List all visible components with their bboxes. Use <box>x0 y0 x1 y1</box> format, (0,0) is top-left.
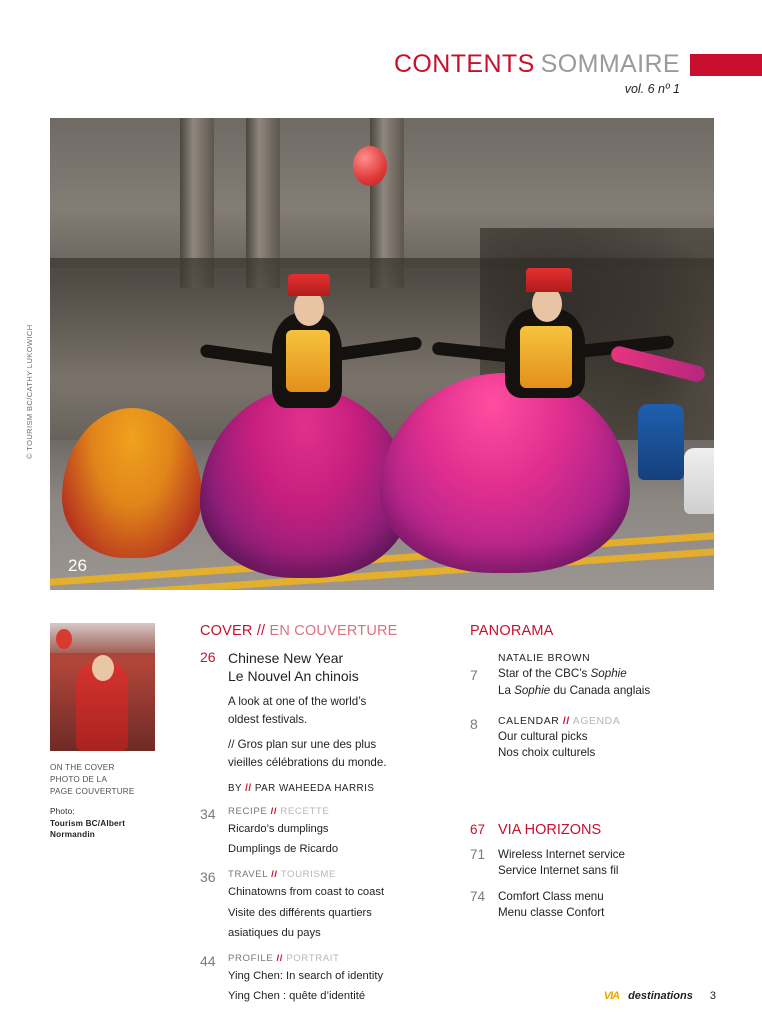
cover-section-title-en: COVER <box>200 623 253 639</box>
panorama-entry-natalie-brown[interactable] <box>470 653 720 700</box>
panorama-line-en <box>498 666 720 683</box>
photo-name-line2: Normandin <box>50 830 96 840</box>
feature-line-en: Ricardo’s dumplings <box>228 822 329 835</box>
page-header <box>46 50 762 96</box>
dancer-hat <box>526 268 572 292</box>
hero-photo <box>50 118 714 590</box>
kicker-slash: // <box>271 869 278 881</box>
byline-author: WAHEEDA HARRIS <box>278 782 375 794</box>
panorama-line-fr: Nos choix culturels <box>498 746 596 760</box>
cover-body-fr-line1: // Gros plan sur une des plus <box>228 738 377 752</box>
dancer-vest <box>520 326 572 388</box>
via-row-wireless[interactable] <box>470 847 720 879</box>
via-horizons-page: 67 <box>470 822 486 838</box>
page-footer <box>604 990 716 1002</box>
cover-byline <box>228 783 422 794</box>
cover-headline-fr: Le Nouvel An chinois <box>228 668 359 685</box>
feature-entry-profile[interactable] <box>200 953 422 1004</box>
via-logo: VIA <box>603 990 620 1002</box>
kicker-en: CALENDAR <box>498 715 560 727</box>
feature-line-fr2: asiatiques du pays <box>228 926 321 939</box>
byline-slash: // <box>245 782 252 794</box>
cover-credit-line2: PHOTO DE LA <box>50 774 108 784</box>
kicker-en: TRAVEL <box>228 869 268 881</box>
dancer-hat <box>288 274 330 296</box>
panorama-section-title: PANORAMA <box>470 623 554 639</box>
cover-body-en-line2: oldest festivals. <box>228 712 308 726</box>
via-row-page: 71 <box>470 847 486 863</box>
thumbnail-face <box>92 655 114 681</box>
feature-line-en: Chinatowns from coast to coast <box>228 886 385 899</box>
panorama-line-en: Our cultural picks <box>498 729 588 743</box>
cover-thumbnail <box>50 623 155 751</box>
feature-line-en: Ying Chen: In search of identity <box>228 970 384 983</box>
via-row-comfort[interactable] <box>470 889 720 921</box>
photo-credit-vertical: © TOURISM BC/CATHY LUKOWICH <box>25 324 34 459</box>
feature-kicker-recipe <box>228 806 422 817</box>
cover-section-slash: // <box>256 623 266 639</box>
volume-label: vol. 6 nº 1 <box>624 82 680 96</box>
panorama-line-fr-a: La <box>498 683 515 697</box>
kicker-slash: // <box>562 715 570 727</box>
panorama-page: 7 <box>470 667 478 683</box>
photo-label: Photo: <box>50 806 75 816</box>
feature-page-travel: 36 <box>200 869 216 886</box>
via-row-line-en: Wireless Internet service <box>498 848 625 862</box>
cover-section-title <box>200 623 422 639</box>
panorama-kicker: NATALIE BROWN <box>498 653 591 664</box>
spectator-child <box>684 448 714 514</box>
cover-credit-line3: PAGE COUVERTURE <box>50 786 135 796</box>
header-red-bar <box>690 54 762 76</box>
feature-line-fr: Ying Chen : quête d’identité <box>228 990 366 1003</box>
feature-page-profile: 44 <box>200 953 216 970</box>
byline-prefix-fr: PAR <box>254 782 276 794</box>
feature-kicker-travel <box>228 869 422 880</box>
feature-kicker-profile <box>228 953 422 964</box>
cover-credit <box>50 762 170 841</box>
photo-name-line1: Tourism BC/Albert <box>50 818 126 828</box>
cover-feature-page: 26 <box>200 649 216 665</box>
column-spacer <box>470 774 720 822</box>
red-balloon <box>353 146 387 186</box>
cover-column <box>200 623 422 1017</box>
lantern-icon <box>56 629 72 649</box>
via-row-line-en: Comfort Class menu <box>498 889 604 903</box>
cover-body-fr-line2: vieilles célébrations du monde. <box>228 755 387 769</box>
via-row-page: 74 <box>470 888 486 904</box>
panorama-entry-calendar[interactable] <box>470 716 720 763</box>
via-horizons-header[interactable] <box>470 822 720 838</box>
kicker-slash: // <box>276 953 284 965</box>
via-horizons-title: VIA HORIZONS <box>498 822 602 839</box>
feature-page-recipe: 34 <box>200 805 216 822</box>
kicker-fr: AGENDA <box>572 715 621 727</box>
cover-headline-en: Chinese New Year <box>228 650 344 666</box>
via-row-line-fr: Service Internet sans fil <box>498 864 619 878</box>
cover-body-en <box>228 693 422 728</box>
kicker-fr: PORTRAIT <box>286 953 340 965</box>
panorama-kicker-calendar <box>498 716 720 727</box>
header-title-fr: SOMMAIRE <box>540 50 680 78</box>
hero-page-number: 26 <box>68 556 87 575</box>
byline-prefix: BY <box>228 782 242 794</box>
cover-feature-entry[interactable] <box>200 649 422 794</box>
spectator-child <box>638 404 684 480</box>
footer-page-number: 3 <box>709 990 716 1002</box>
cover-body-en-line1: A look at one of the world’s <box>228 695 367 709</box>
panorama-page: 8 <box>470 715 478 732</box>
kicker-fr: RECETTE <box>280 805 330 817</box>
panorama-column <box>470 623 720 930</box>
feature-line-fr: Dumplings de Ricardo <box>228 843 339 856</box>
feature-line-fr: Visite des différents quartiers <box>228 906 372 919</box>
kicker-slash: // <box>270 805 278 817</box>
kicker-en: RECIPE <box>228 805 268 817</box>
cover-body-fr <box>228 736 422 771</box>
panorama-line-en-a: Star of the CBC’s <box>498 667 591 680</box>
kicker-fr: TOURISME <box>280 869 337 881</box>
cover-credit-line1: ON THE COVER <box>50 763 115 772</box>
cover-section-title-fr: EN COUVERTURE <box>269 623 398 639</box>
header-title <box>394 50 680 79</box>
feature-entry-recipe[interactable] <box>200 806 422 857</box>
header-title-en: CONTENTS <box>393 50 535 78</box>
panorama-line-fr-em: Sophie <box>514 683 551 697</box>
footer-brand: destinations <box>628 990 693 1002</box>
panorama-line-fr <box>498 683 720 700</box>
kicker-en: PROFILE <box>228 953 274 965</box>
panorama-line-fr-b: du Canada anglais <box>550 683 651 697</box>
panorama-line-en-em: Sophie <box>590 667 627 680</box>
via-row-line-fr: Menu classe Confort <box>498 905 605 919</box>
dancer-vest <box>286 330 330 392</box>
feature-entry-travel[interactable] <box>200 869 422 941</box>
